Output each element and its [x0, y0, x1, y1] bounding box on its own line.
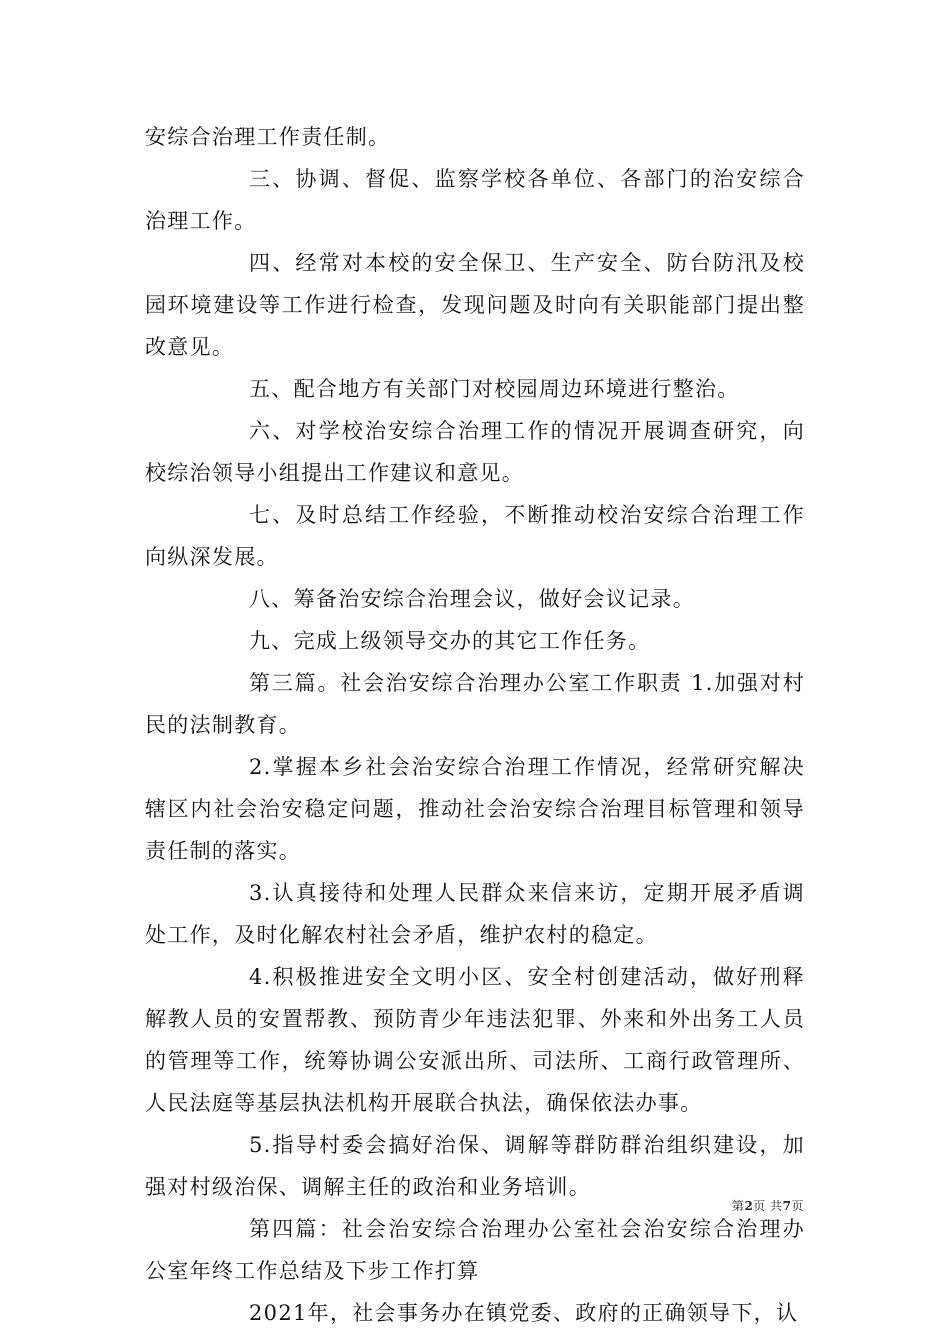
- page-number-footer: [732, 1198, 804, 1214]
- paragraph-item-5: 五、配合地方有关部门对校园周边环境进行整治。: [249, 377, 740, 401]
- footer-prefix: 第: [731, 1199, 745, 1213]
- paragraph-continuation: 安综合治理工作责任制。: [145, 125, 391, 149]
- duty-item-2: 2.掌握本乡社会治安综合治理工作情况，经常研究解决辖区内社会治安稳定问题，推动社会治安综合治理目标管理和领导责任制的落实。: [145, 755, 805, 863]
- paragraph-item-8: 八、筹备治安综合治理会议，做好会议记录。: [249, 587, 695, 611]
- current-page-number: 2: [744, 1199, 754, 1213]
- total-page-count: 7: [782, 1199, 792, 1213]
- paragraph-item-4: 四、经常对本校的安全保卫、生产安全、防台防汛及校园环境建设等工作进行检查，发现问题及时向有关职能部门提出整改意见。: [145, 251, 805, 359]
- section-four-heading: 第四篇：社会治安综合治理办公室社会治安综合治理办公室年终工作总结及下步工作打算: [145, 1217, 805, 1283]
- paragraph-item-9: 九、完成上级领导交办的其它工作任务。: [249, 629, 651, 653]
- paragraph-item-6: 六、对学校治安综合治理工作的情况开展调查研究，向校综治领导小组提出工作建议和意见。: [145, 419, 805, 485]
- section-three-heading: 第三篇。社会治安综合治理办公室工作职责 1.加强对村民的法制教育。: [145, 671, 805, 737]
- duty-item-3: 3.认真接待和处理人民群众来信来访，定期开展矛盾调处工作，及时化解农村社会矛盾，维护农村的稳定。: [145, 881, 805, 947]
- duty-item-4: 4.积极推进安全文明小区、安全村创建活动，做好刑释解教人员的安置帮教、预防青少年违法犯罪、外来和外出务工人员的管理等工作，统筹协调公安派出所、司法所、工商行政管理所、人民法庭等基层执法机构开展联合执法，确保依法办事。: [145, 965, 805, 1115]
- report-opening-paragraph: 2021年，社会事务办在镇党委、政府的正确领导下，认: [249, 1301, 799, 1325]
- paragraph-item-7: 七、及时总结工作经验，不断推动校治安综合治理工作向纵深发展。: [145, 503, 805, 569]
- duty-item-5: 5.指导村委会搞好治保、调解等群防群治组织建设，加强对村级治保、调解主任的政治和业务培训。: [145, 1133, 805, 1199]
- paragraph-item-3: 三、协调、督促、监察学校各单位、各部门的治安综合治理工作。: [145, 167, 805, 233]
- footer-middle: 页 共: [753, 1199, 783, 1213]
- document-body: [145, 116, 805, 1334]
- footer-suffix: 页: [791, 1199, 804, 1213]
